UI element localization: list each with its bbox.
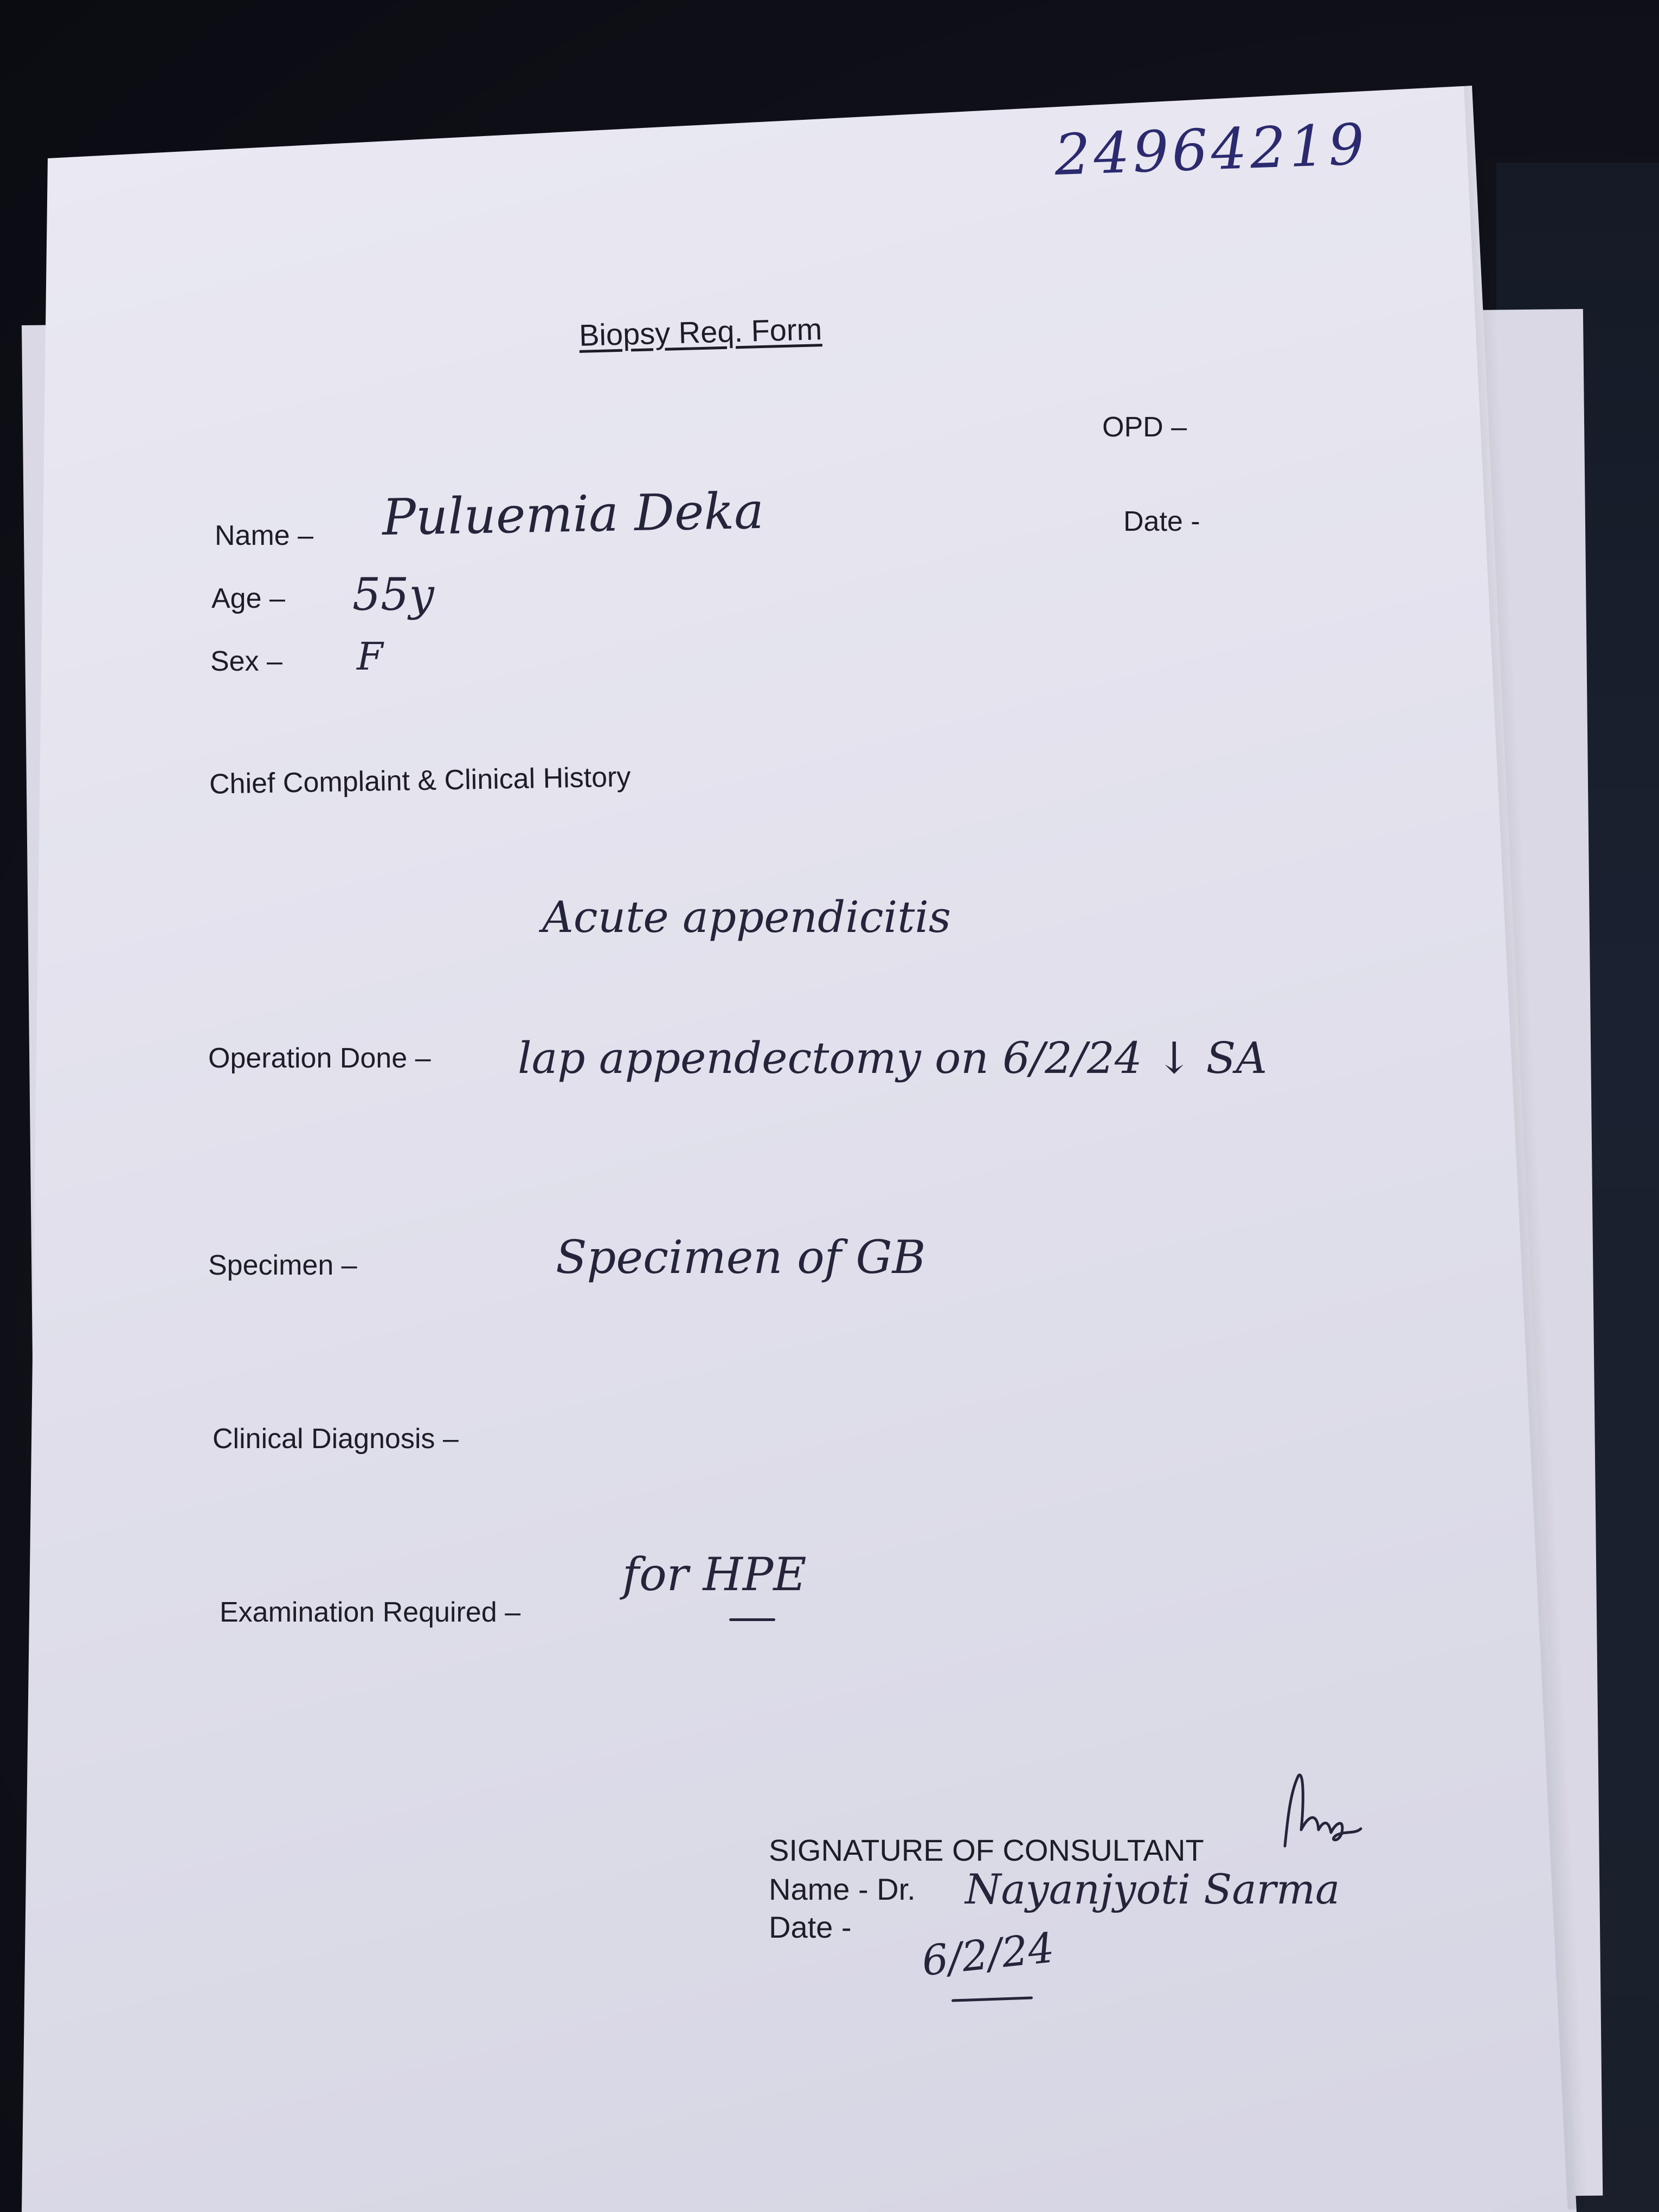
clinical-history-value: Acute appendicitis (542, 892, 951, 942)
consultant-signature-mark (1279, 1770, 1366, 1862)
operation-label: Operation Done – (208, 1043, 431, 1074)
patient-age: 55y (352, 569, 434, 621)
consultant-name-value: Nayanjyoti Sarma (965, 1865, 1340, 1913)
examination-label: Examination Required – (220, 1597, 520, 1628)
specimen-label: Specimen – (208, 1250, 357, 1281)
patient-name: Puluemia Deka (382, 481, 764, 547)
consultant-date-label: Date - (769, 1910, 852, 1944)
patient-sex: F (357, 634, 383, 679)
opd-label: OPD – (1102, 411, 1187, 443)
reference-number: 24964219 (1053, 111, 1369, 189)
consultant-name-label: Name - Dr. (769, 1872, 916, 1906)
operation-value: lap appendectomy on 6/2/24 ↓ SA (518, 1033, 1268, 1083)
name-label: Name – (215, 520, 314, 551)
consultant-signature-label: SIGNATURE OF CONSULTANT (769, 1833, 1204, 1867)
form-date-label: Date - (1123, 506, 1200, 537)
specimen-value: Specimen of GB (556, 1231, 926, 1284)
clinical-history-label: Chief Complaint & Clinical History (209, 761, 631, 800)
examination-underline (729, 1618, 775, 1621)
form-title: Biopsy Req. Form (578, 312, 822, 352)
age-label: Age – (211, 583, 285, 614)
consultant-date-value: 6/2/24 (919, 1923, 1057, 1985)
sex-label: Sex – (210, 646, 282, 677)
clinical-diagnosis-label: Clinical Diagnosis – (213, 1423, 459, 1455)
examination-value: for HPE (622, 1548, 807, 1601)
